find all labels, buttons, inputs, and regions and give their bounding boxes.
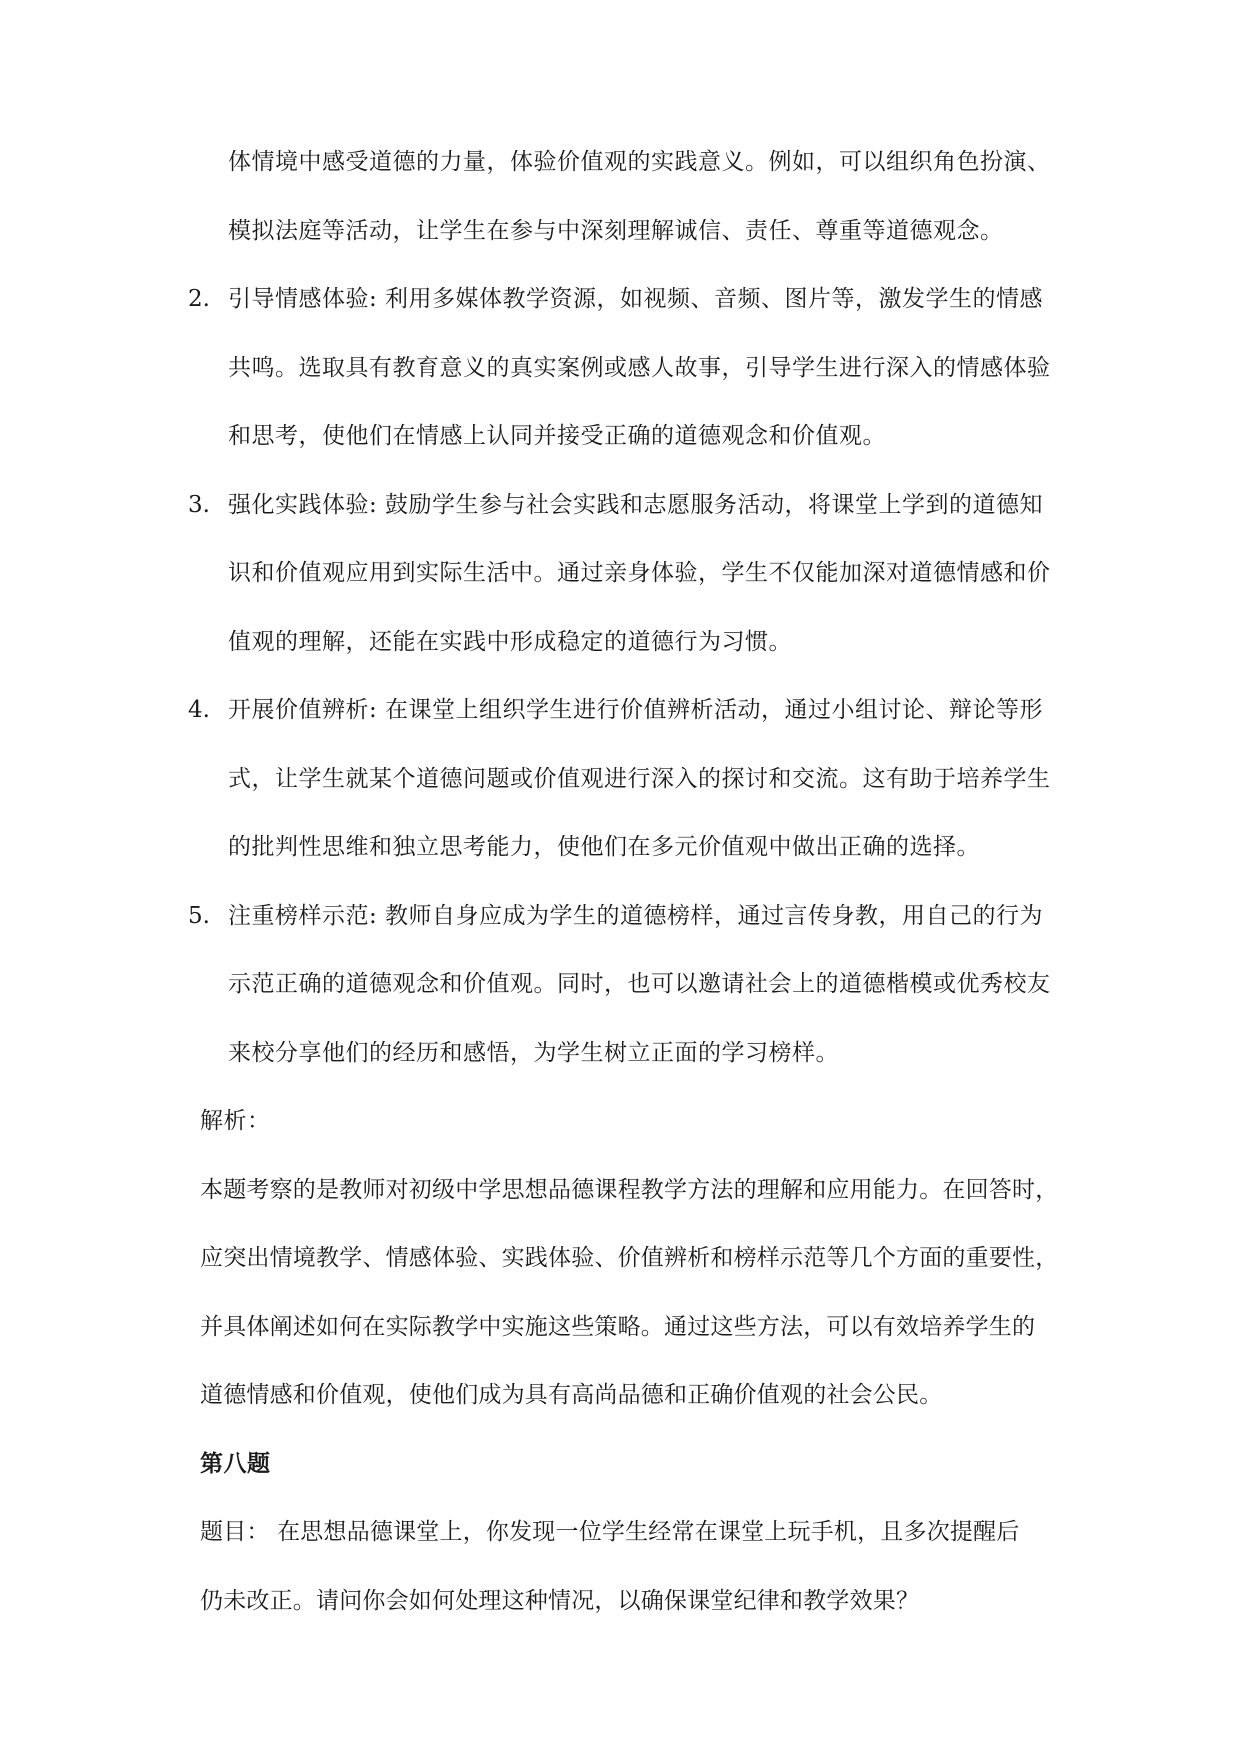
item5-line-2: 示范正确的道德观念和价值观。同时，也可以邀请社会上的道德楷模或优秀校友 — [228, 971, 1051, 997]
item1-line-2: 模拟法庭等活动，让学生在参与中深刻理解诚信、责任、尊重等道德观念。 — [228, 218, 1004, 244]
item3-line-3: 值观的理解，还能在实践中形成稳定的道德行为习惯。 — [228, 629, 792, 655]
item5-line-1: 注重榜样示范: 教师自身应成为学生的道德榜样，通过言传身教，用自己的行为 — [228, 903, 1044, 929]
item3-number: 3. — [188, 492, 210, 518]
item2-line-2: 共鸣。选取具有教育意义的真实案例或感人故事，引导学生进行深入的情感体验 — [228, 355, 1051, 381]
item3-line-1: 强化实践体验: 鼓励学生参与社会实践和志愿服务活动，将课堂上学到的道德知 — [228, 492, 1044, 518]
analysis-label: 解析： — [200, 1108, 271, 1134]
item2-line-1: 引导情感体验: 利用多媒体教学资源，如视频、音频、图片等，激发学生的情感 — [228, 286, 1044, 312]
question8-heading: 第八题 — [200, 1450, 271, 1477]
analysis-line-2: 应突出情境教学、情感体验、实践体验、价值辨析和榜样示范等几个方面的重要性， — [200, 1245, 1059, 1271]
item4-line-3: 的批判性思维和独立思考能力，使他们在多元价值观中做出正确的选择。 — [228, 834, 980, 860]
analysis-line-3: 并具体阐述如何在实际教学中实施这些策略。通过这些方法，可以有效培养学生的 — [200, 1314, 1036, 1340]
item2-line-3: 和思考，使他们在情感上认同并接受正确的道德观念和价值观。 — [228, 423, 886, 449]
question8-line-2: 仍未改正。请问你会如何处理这种情况，以确保课堂纪律和教学效果？ — [200, 1588, 920, 1614]
item4-line-1: 开展价值辨析: 在课堂上组织学生进行价值辨析活动，通过小组讨论、辩论等形 — [228, 697, 1044, 723]
item5-number: 5. — [188, 903, 210, 929]
analysis-line-4: 道德情感和价值观，使他们成为具有高尚品德和正确价值观的社会公民。 — [200, 1382, 943, 1408]
item4-number: 4. — [188, 697, 210, 723]
item5-line-3: 来校分享他们的经历和感悟，为学生树立正面的学习榜样。 — [228, 1040, 839, 1066]
item1-line-1: 体情境中感受道德的力量，体验价值观的实践意义。例如，可以组织角色扮演、 — [228, 149, 1051, 175]
item4-line-2: 式，让学生就某个道德问题或价值观进行深入的探讨和交流。这有助于培养学生 — [228, 766, 1051, 792]
item3-line-2: 识和价值观应用到实际生活中。通过亲身体验，学生不仅能加深对道德情感和价 — [228, 560, 1051, 586]
item2-number: 2. — [188, 286, 210, 312]
analysis-line-1: 本题考察的是教师对初级中学思想品德课程教学方法的理解和应用能力。在回答时， — [200, 1177, 1059, 1203]
question8-line-1: 题目： 在思想品德课堂上，你发现一位学生经常在课堂上玩手机，且多次提醒后 — [200, 1519, 1020, 1545]
